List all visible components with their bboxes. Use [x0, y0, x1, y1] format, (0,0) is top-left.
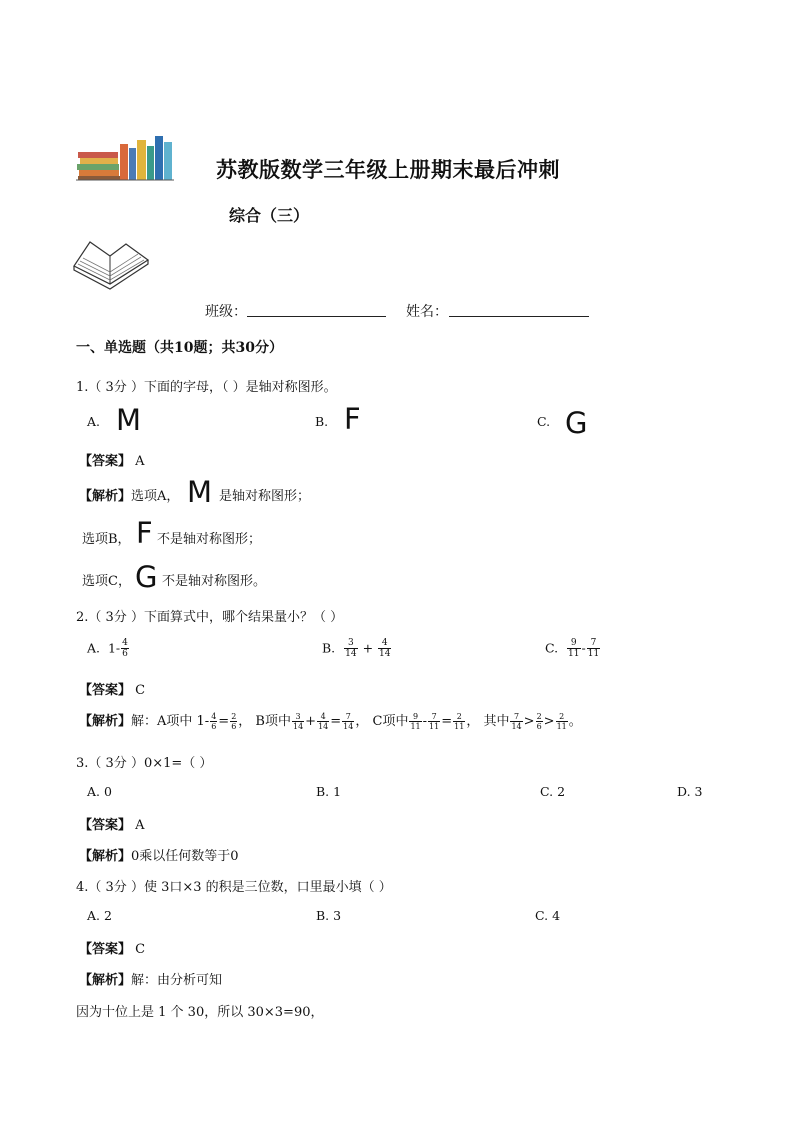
q1-option-c-label: C.	[537, 414, 551, 429]
q3-option-c: C. 2	[540, 784, 566, 799]
name-input-line[interactable]	[449, 316, 589, 317]
q3-analysis: 【解析】0乘以任何数等于0	[79, 849, 239, 864]
q1-answer: 【答案】 A	[79, 454, 145, 469]
q4-stem: 4.（ 3分 ）使 3口×3 的积是三位数，口里最小填（ ）	[76, 880, 392, 895]
class-label: 班级：	[205, 304, 247, 320]
q1-stem: 1.（ 3分 ）下面的字母，（ ）是轴对称图形。	[76, 380, 337, 395]
q2-stem: 2.（ 3分 ）下面算式中，哪个结果量小？（ ）	[76, 610, 344, 625]
q1-analysis-1: 【解析】选项A，	[79, 489, 180, 504]
q4-answer: 【答案】 C	[79, 942, 146, 957]
q3-option-d: D. 3	[677, 784, 703, 799]
q1-analysis-letter-g: G	[135, 560, 158, 594]
q4-option-b: B. 3	[316, 908, 342, 923]
q2-option-a: A. 1- $\frac{4}{6}$	[87, 638, 128, 660]
q1-analysis-letter-m: M	[187, 475, 213, 509]
section-heading: 一、单选题（共10题；共30分）	[76, 340, 283, 356]
q1-analysis-3: 选项C，	[82, 574, 131, 589]
q1-option-a-label: A.	[87, 414, 101, 429]
class-input-line[interactable]	[247, 316, 386, 317]
q4-analysis-line2: 因为十位上是 1 个 30，所以 30×3=90，	[76, 1005, 324, 1020]
q2-answer: 【答案】 C	[79, 683, 146, 698]
q1-analysis-1-text: 是轴对称图形；	[219, 489, 311, 504]
q2-analysis: 【解析】解：A项中 1- $\frac{4}{6}$ = $\frac{2}{6}$ ， B项中 $\frac{3}{14}$ + $\frac{4}{14}$ = $\frac{7}{14}$ ， C项中 $\frac{9}{11}$ - $\frac{7}{11}$ = $\frac{2}{11}$ ， 其中 $\frac{7}{14}$ > $\frac{2}{6}$ > $\frac{2}{11}$ 。	[79, 711, 582, 731]
q1-option-c-letter: G	[565, 406, 588, 440]
page-subtitle: 综合（三）	[229, 206, 310, 225]
q3-option-b: B. 1	[316, 784, 342, 799]
q3-answer: 【答案】 A	[79, 818, 145, 833]
q3-option-a: A. 0	[87, 784, 112, 799]
q1-analysis-2: 选项B，	[82, 532, 131, 547]
q4-option-a: A. 2	[87, 908, 112, 923]
q1-analysis-letter-f: F	[136, 516, 153, 550]
q1-analysis-2-text: 不是轴对称图形；	[157, 532, 262, 547]
q2-option-c: C. $\frac{9}{11}$ - $\frac{7}{11}$	[545, 638, 600, 660]
books-stack-icon	[76, 132, 176, 182]
q4-option-c: C. 4	[535, 908, 561, 923]
q1-option-b-letter: F	[344, 402, 361, 436]
q4-analysis: 【解析】解：由分析可知	[79, 973, 223, 988]
name-label: 姓名：	[406, 304, 448, 320]
q1-analysis-3-text: 不是轴对称图形。	[162, 574, 267, 589]
page-title: 苏教版数学三年级上册期末最后冲刺	[216, 157, 560, 182]
q1-option-a-letter: M	[116, 403, 142, 437]
q3-stem: 3.（ 3分 ）0×1=（ ）	[76, 756, 213, 771]
q1-option-b-label: B.	[315, 414, 329, 429]
open-book-icon	[70, 234, 152, 294]
q2-option-b: B. $\frac{3}{14}$ + $\frac{4}{14}$	[322, 638, 391, 660]
